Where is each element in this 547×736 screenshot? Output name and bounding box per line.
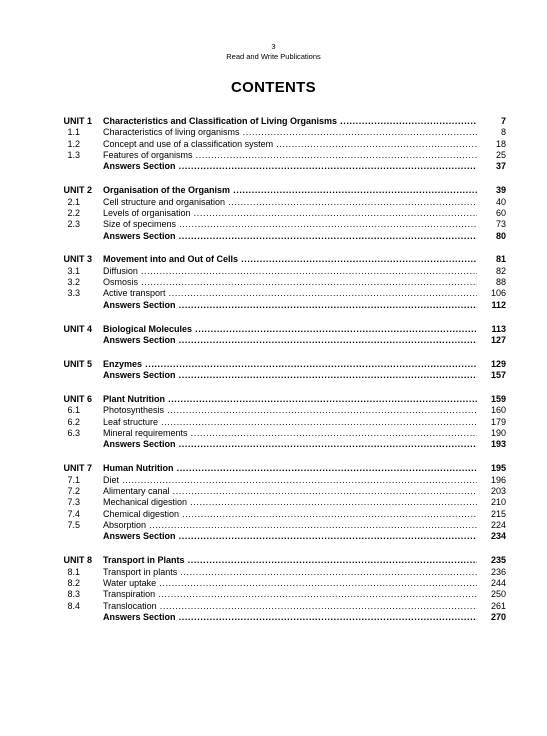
unit-row [0,116,547,127]
unit-row [0,254,547,265]
unit-block [0,324,547,347]
unit-number: UNIT 5 [63,358,92,369]
section-row [0,288,547,299]
page-ref: 196 [490,474,506,485]
section-number: 3.3 [67,288,80,299]
page-ref: 203 [490,485,506,496]
answers-title: Answers Section ..... [103,161,477,172]
section-row [0,208,547,219]
answers-row [0,439,547,450]
unit-row [0,324,547,335]
section-title: Chemical digestion ..... [103,509,477,520]
section-title: Translocation ..... [103,601,477,612]
answers-row [0,231,547,242]
unit-block [0,116,547,173]
page-ref: 234 [490,531,506,542]
section-number: 1.2 [67,138,80,149]
unit-block [0,555,547,623]
page-ref: 80 [495,230,506,241]
section-row [0,509,547,520]
unit-title: Enzymes ..... [103,359,477,370]
section-title: Alimentary canal ..... [103,486,477,497]
table-of-contents [0,116,547,636]
section-row [0,497,547,508]
answers-row [0,531,547,542]
page-ref: 159 [490,394,506,405]
section-title: Diet ..... [103,475,477,486]
section-row [0,127,547,138]
unit-row [0,463,547,474]
section-row [0,417,547,428]
section-title: Mechanical digestion ..... [103,497,477,508]
page-ref: 236 [490,566,506,577]
section-number: 2.3 [67,219,80,230]
unit-number: UNIT 4 [63,323,92,334]
page-ref: 37 [495,161,506,172]
section-row [0,578,547,589]
section-row [0,277,547,288]
section-title: Leaf structure ..... [103,417,477,428]
section-row [0,266,547,277]
page-ref: 244 [490,577,506,588]
unit-title: Biological Molecules ..... [103,324,477,335]
page-ref: 18 [495,138,506,149]
unit-number: UNIT 2 [63,185,92,196]
unit-number: UNIT 6 [63,394,92,405]
unit-title: Transport in Plants ..... [103,555,477,566]
section-number: 6.2 [67,416,80,427]
section-number: 7.1 [67,474,80,485]
section-number: 8.4 [67,600,80,611]
section-row [0,475,547,486]
section-number: 1.1 [67,127,80,138]
section-row [0,139,547,150]
section-title: Mineral requirements ..... [103,428,477,439]
page-ref: 25 [495,150,506,161]
section-row [0,405,547,416]
section-row [0,567,547,578]
section-title: Osmosis ..... [103,277,477,288]
page-ref: 261 [490,600,506,611]
section-title: Active transport ..... [103,288,477,299]
page-ref: 224 [490,519,506,530]
page-ref: 112 [491,299,506,310]
section-row [0,219,547,230]
unit-block [0,185,547,242]
page-title: CONTENTS [231,79,316,96]
section-number: 6.1 [67,405,80,416]
unit-number: UNIT 7 [63,463,92,474]
page-ref: 81 [495,254,506,265]
section-number: 2.2 [67,207,80,218]
section-number: 8.3 [67,589,80,600]
page-ref: 106 [490,288,506,299]
section-title: Levels of organisation ..... [103,208,477,219]
answers-title: Answers Section ..... [103,300,477,311]
section-number: 8.1 [67,566,80,577]
page-ref: 160 [490,405,506,416]
page-ref: 40 [495,196,506,207]
answers-row [0,370,547,381]
page-ref: 73 [495,219,506,230]
section-number: 2.1 [67,196,80,207]
section-row [0,197,547,208]
section-number: 3.2 [67,277,80,288]
unit-number: UNIT 3 [63,254,92,265]
page-ref: 215 [490,508,506,519]
section-number: 6.3 [67,428,80,439]
section-number: 8.2 [67,577,80,588]
page-ref: 270 [490,611,506,622]
unit-block [0,254,547,311]
page-ref: 129 [490,358,506,369]
unit-block [0,394,547,451]
page-ref: 127 [490,335,506,345]
answers-title: Answers Section ..... [103,439,477,450]
section-title: Absorption ..... [103,520,477,531]
unit-block [0,359,547,382]
section-title: Concept and use of a classification system ..... [103,139,477,150]
page-number: 3 [271,42,276,51]
answers-row [0,300,547,311]
section-number: 7.3 [67,497,80,508]
page-ref: 39 [495,185,506,196]
section-number: 7.4 [67,508,80,519]
section-row [0,589,547,600]
page-ref: 88 [495,277,506,288]
unit-number: UNIT 8 [63,555,92,566]
section-title: Characteristics of living organisms ..... [103,127,477,138]
section-title: Size of specimens ..... [103,219,477,230]
unit-row [0,359,547,370]
page-ref: 113 [491,323,506,334]
section-title: Cell structure and organisation ..... [103,197,477,208]
section-row [0,150,547,161]
unit-number: UNIT 1 [63,116,92,126]
section-row [0,520,547,531]
section-number: 7.5 [67,519,80,530]
unit-title: Human Nutrition ..... [103,463,477,474]
answers-title: Answers Section ..... [103,612,477,623]
page-ref: 60 [495,207,506,218]
answers-title: Answers Section ..... [103,335,477,346]
answers-title: Answers Section ..... [103,231,477,242]
unit-row [0,555,547,566]
section-title: Diffusion ..... [103,266,477,277]
page-ref: 8 [500,127,506,138]
answers-title: Answers Section ..... [103,370,477,381]
answers-row [0,335,547,346]
section-title: Transpiration ..... [103,589,477,600]
section-number: 1.3 [67,150,80,161]
section-title: Features of organisms ..... [103,150,477,161]
page-ref: 190 [490,428,506,439]
unit-row [0,185,547,196]
page-ref: 235 [490,555,506,566]
unit-title: Organisation of the Organism ..... [103,185,477,196]
unit-block [0,463,547,542]
page-ref: 179 [490,416,506,427]
answers-row [0,612,547,623]
unit-row [0,394,547,405]
section-row [0,601,547,612]
page-ref: 193 [490,439,506,450]
section-title: Water uptake ..... [103,578,477,589]
unit-title: Characteristics and Classification of Living Organisms ..... [103,116,477,127]
section-title: Photosynthesis ..... [103,405,477,416]
publisher-line: Read and Write Publications [226,52,321,61]
page-ref: 82 [495,265,506,276]
unit-title: Movement into and Out of Cells ..... [103,254,477,265]
section-title: Transport in plants ..... [103,567,477,578]
page-ref: 250 [490,589,506,600]
section-number: 3.1 [67,265,80,276]
answers-row [0,161,547,172]
page-ref: 7 [500,116,506,126]
unit-title: Plant Nutrition ..... [103,394,477,405]
page-ref: 195 [490,463,506,474]
section-number: 7.2 [67,485,80,496]
page-ref: 157 [490,370,506,381]
section-row [0,486,547,497]
answers-title: Answers Section ..... [103,531,477,542]
page-ref: 210 [490,497,506,508]
section-row [0,428,547,439]
